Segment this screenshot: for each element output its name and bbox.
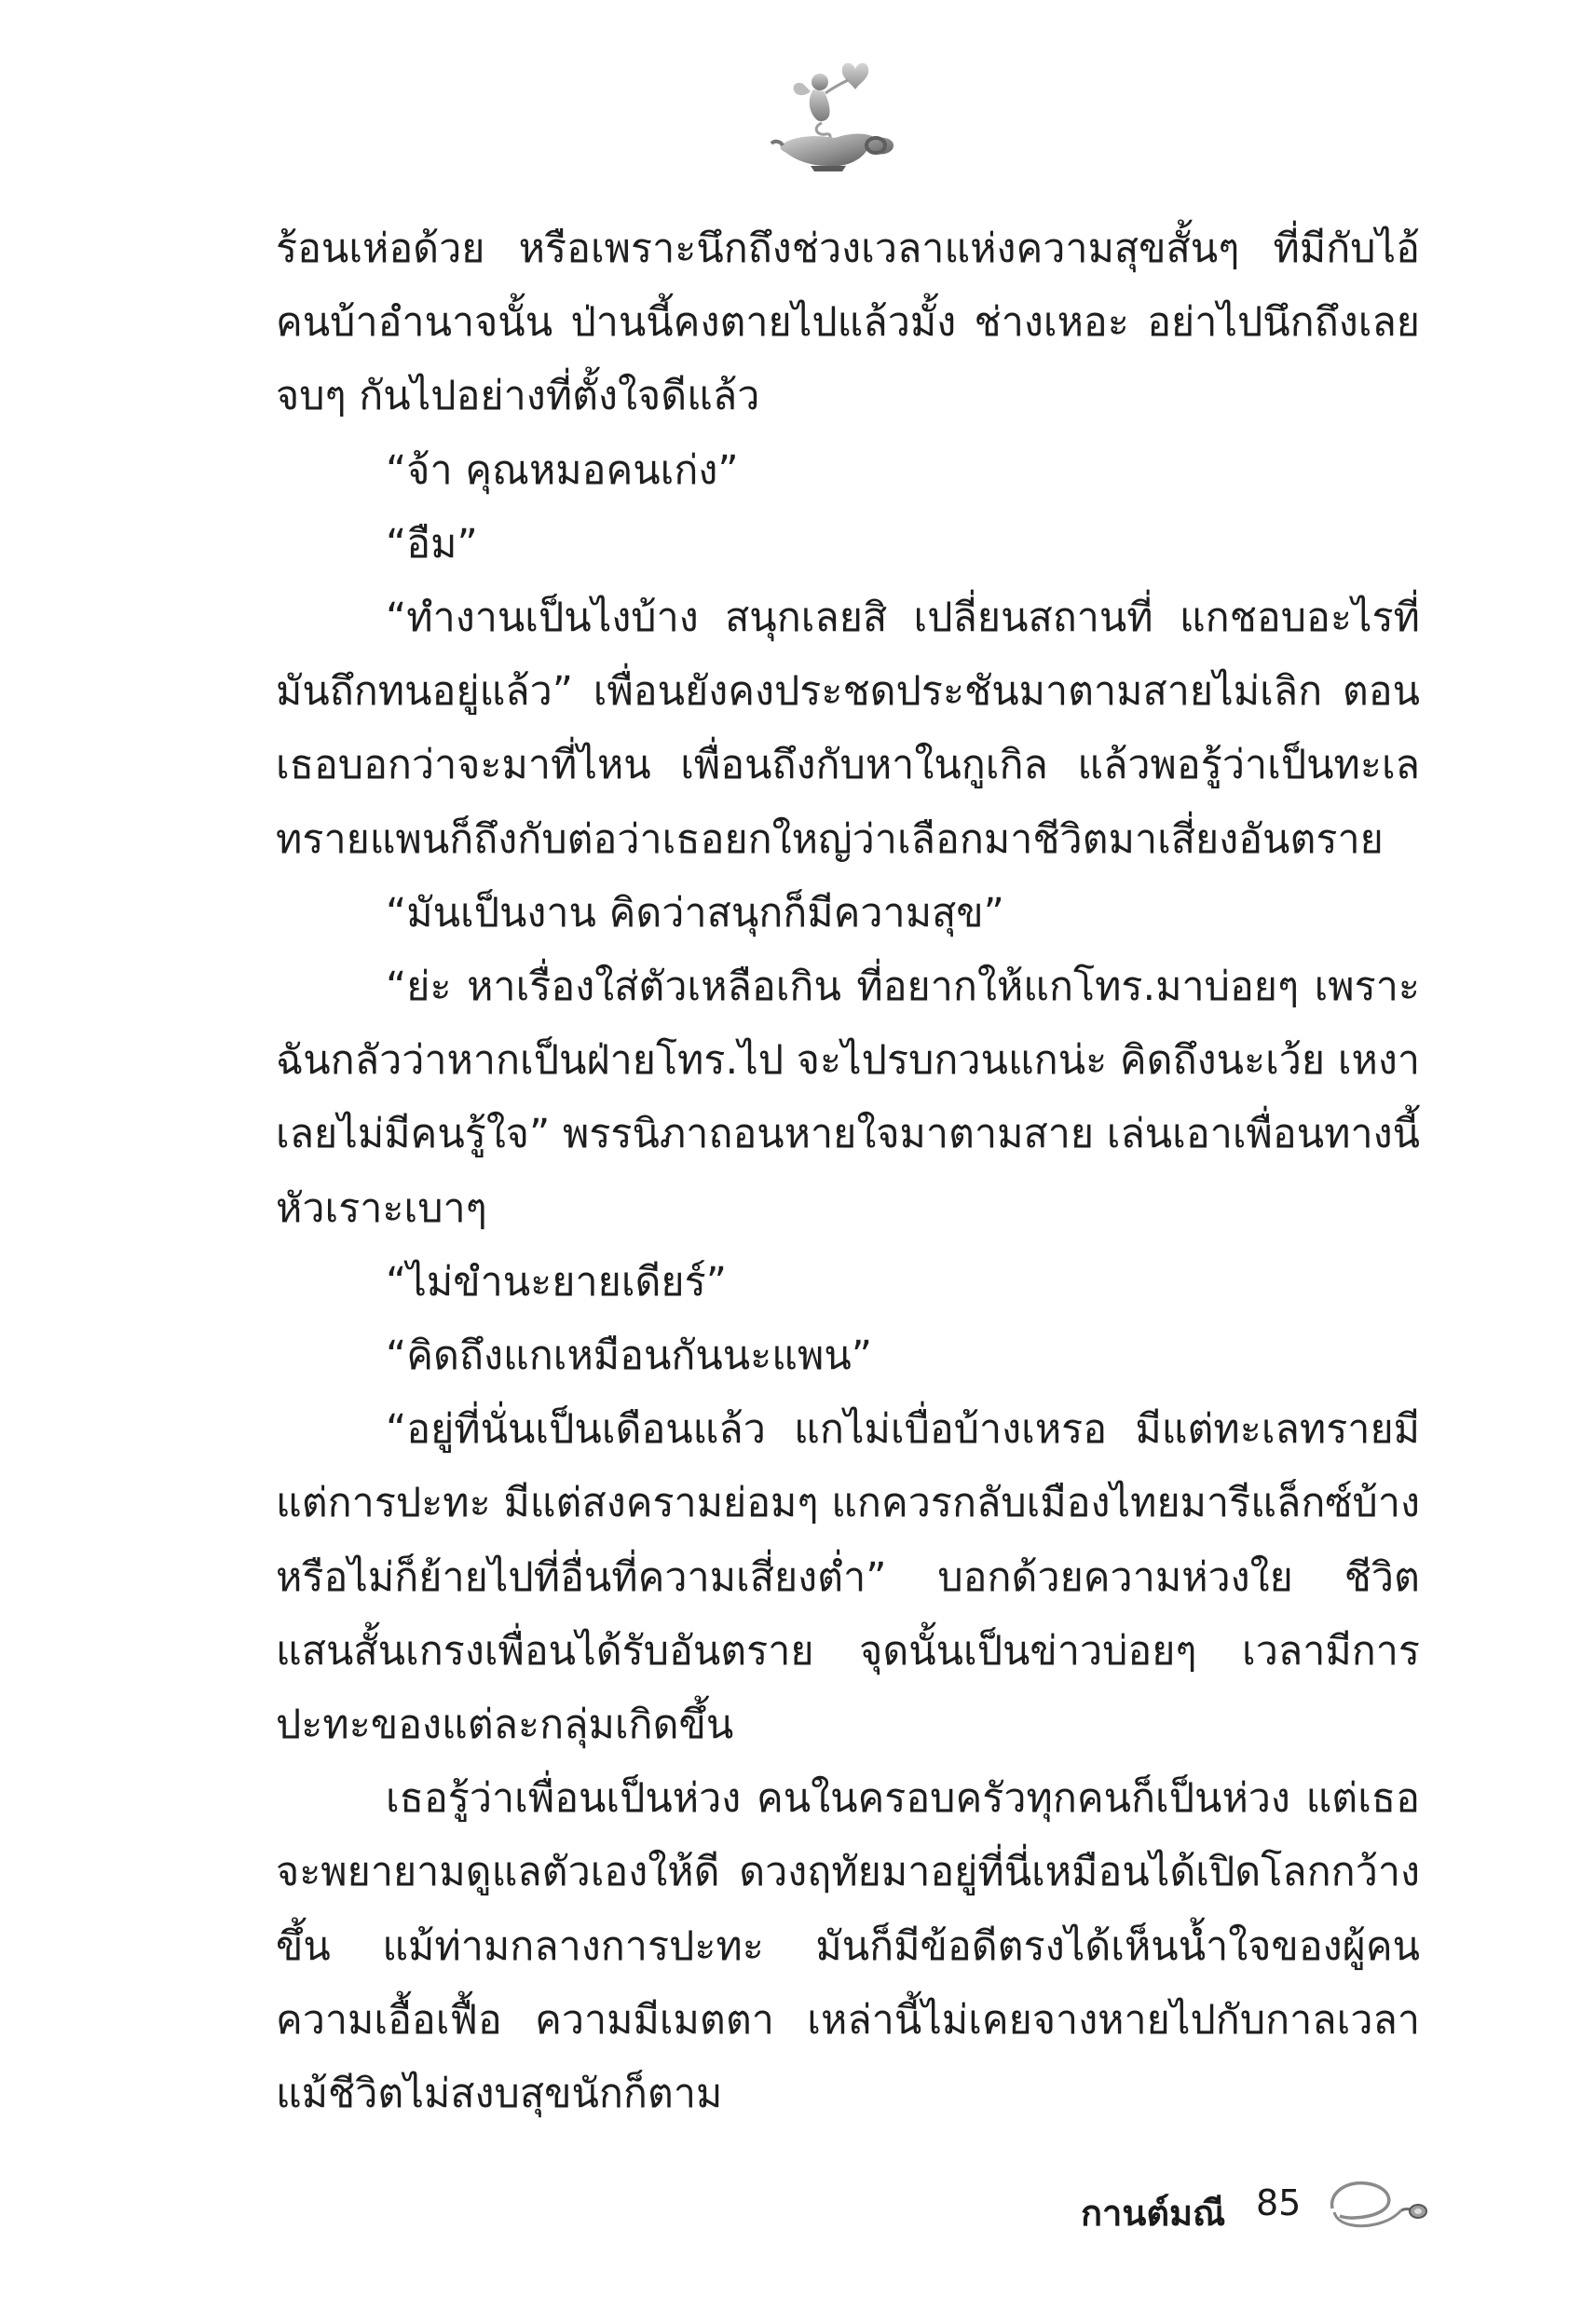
book-title: กานต์มณี: [1081, 2193, 1226, 2234]
stethoscope-icon: [1321, 2171, 1431, 2238]
page-footer: [1081, 2171, 1435, 2246]
page-number: 85: [1256, 2182, 1302, 2223]
paragraph-1: ร้อนเห่อด้วย หรือเพราะนึกถึงช่วงเวลาแห่งความสุขสั้นๆ ที่มีกับไอ้คนบ้าอำนาจนั้น ป่านนี้คงตายไปแล้วมั้ง ช่างเหอะ อย่าไปนึกถึงเลย จบๆ กันไปอย่างที่ตั้งใจดีแล้ว: [276, 226, 1420, 420]
paragraph-5: “มันเป็นงาน คิดว่าสนุกก็มีความสุข”: [386, 889, 1004, 937]
paragraph-7: “ไม่ขำนะยายเดียร์”: [386, 1258, 728, 1306]
paragraph-8: “คิดถึงแกเหมือนกันนะแพน”: [386, 1333, 873, 1380]
story-body: [276, 212, 1420, 2131]
paragraph-9: “อยู่ที่นั่นเป็นเดือนแล้ว แกไม่เบื่อบ้างเหรอ มีแต่ทะเลทรายมีแต่การปะทะ มีแต่สงครามย่อมๆ แกควรกลับเมืองไทยมารีแล็กซ์บ้าง หรือไม่ก็ย้ายไปที่อื่นที่ความเสี่ยงต่ำ” บอกด้วยความห่วงใย ชีวิตแสนสั้นเกรงเพื่อนได้รับอันตราย จุดนั้นเป็นข่าวบ่อยๆ เวลามีการปะทะของแต่ละกลุ่มเกิดขึ้น: [276, 1406, 1420, 1749]
lamp-cupid-ornament-icon: [762, 52, 902, 173]
paragraph-10: เธอรู้ว่าเพื่อนเป็นห่วง คนในครอบครัวทุกคนก็เป็นห่วง แต่เธอจะพยายามดูแลตัวเองให้ดี ดวงฤทัยมาอยู่ที่นี่เหมือนได้เปิดโลกกว้างขึ้น แม้ท่ามกลางการปะทะ มันก็มีข้อดีตรงได้เห็นน้ำใจของผู้คน ความเอื้อเฟื้อ ความมีเมตตา เหล่านี้ไม่เคยจางหายไปกับกาลเวลา แม้ชีวิตไม่สงบสุขนักก็ตาม: [276, 1775, 1420, 2118]
paragraph-3: “อืม”: [386, 520, 478, 567]
paragraph-2: “จ้า คุณหมอคนเก่ง”: [386, 446, 739, 494]
paragraph-6: “ย่ะ หาเรื่องใส่ตัวเหลือเกิน ที่อยากให้แกโทร.มาบ่อยๆ เพราะฉันกลัวว่าหากเป็นฝ่ายโทร.ไป จะไปรบกวนแกน่ะ คิดถึงนะเว้ย เหงาเลยไม่มีคนรู้ใจ” พรรนิภาถอนหายใจมาตามสาย เล่นเอาเพื่อนทางนี้หัวเราะเบาๆ: [276, 964, 1420, 1232]
paragraph-4: “ทำงานเป็นไงบ้าง สนุกเลยสิ เปลี่ยนสถานที่ แกชอบอะไรที่มันถึกทนอยู่แล้ว” เพื่อนยังคงประชดประชันมาตามสายไม่เลิก ตอนเธอบอกว่าจะมาที่ไหน เพื่อนถึงกับหาในกูเกิล แล้วพอรู้ว่าเป็นทะเลทรายแพนก็ถึงกับต่อว่าเธอยกใหญ่ว่าเลือกมาชีวิตมาเสี่ยงอันตราย: [276, 595, 1420, 863]
